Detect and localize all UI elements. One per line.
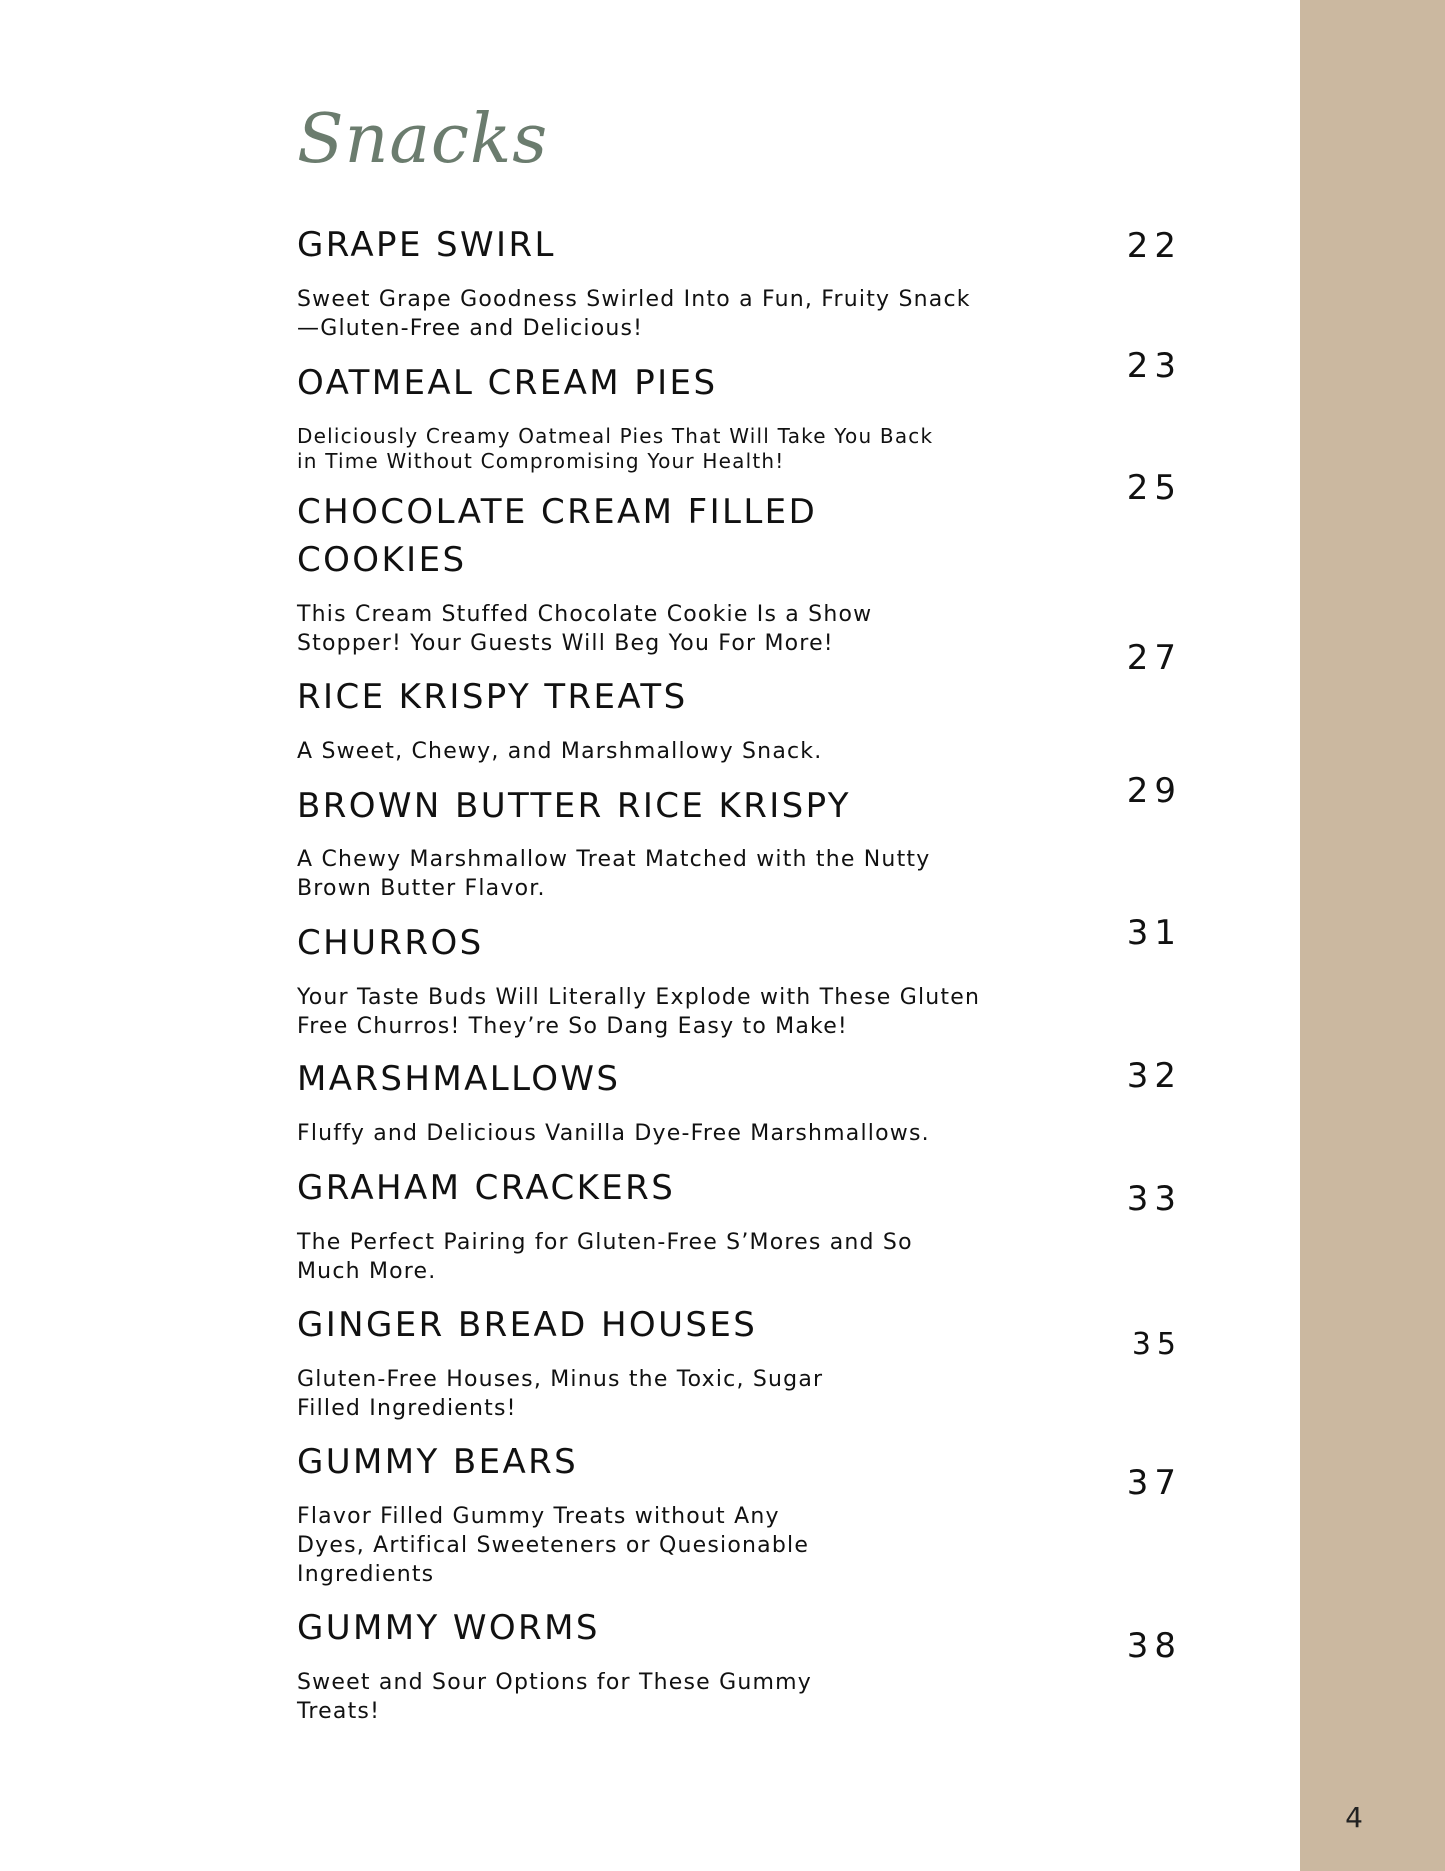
entry-description-rice-krispy-treats (297, 737, 822, 766)
entry-page-chocolate-cream-filled-cookies: 25 (1126, 468, 1182, 508)
entry-description-chocolate-cream-filled-cookies (297, 600, 872, 658)
description-line: in Time Without Compromising Your Health! (297, 449, 785, 473)
description-line: Sweet Grape Goodness Swirled Into a Fun, Fruity Snack (297, 287, 971, 312)
entry-description-gummy-worms (297, 1668, 812, 1726)
description-line: Stopper! Your Guests Will Beg You For More! (297, 631, 834, 656)
section-title: Snacks (297, 100, 549, 179)
entry-description-grape-swirl (297, 285, 971, 343)
entry-page-marshmallows: 32 (1126, 1056, 1182, 1096)
entry-page-churros: 31 (1126, 913, 1182, 953)
entry-page-gummy-bears: 37 (1126, 1463, 1182, 1503)
entry-page-rice-krispy-treats: 27 (1126, 638, 1182, 678)
description-line: Deliciously Creamy Oatmeal Pies That Will Take You Back (297, 424, 934, 448)
entry-page-graham-crackers: 33 (1126, 1179, 1182, 1219)
description-line: Fluffy and Delicious Vanilla Dye-Free Marshmallows. (297, 1121, 930, 1146)
description-line: Treats! (297, 1699, 381, 1724)
entry-title-gummy-bears: GUMMY BEARS (297, 1442, 579, 1482)
entry-title-ginger-bread-houses: GINGER BREAD HOUSES (297, 1305, 758, 1345)
entry-title-chocolate-cream-filled-cookies (297, 488, 917, 584)
description-line: Your Taste Buds Will Literally Explode with These Gluten (297, 985, 981, 1010)
description-line: Brown Butter Flavor. (297, 876, 546, 901)
entry-description-brown-butter-rice-krispy (297, 845, 930, 903)
entry-title-rice-krispy-treats: RICE KRISPY TREATS (297, 677, 688, 717)
entry-description-graham-crackers (297, 1228, 913, 1286)
title-line: COOKIES (297, 540, 467, 580)
page-number: 4 (1345, 1801, 1363, 1834)
description-line: Ingredients (297, 1562, 435, 1587)
entry-page-brown-butter-rice-krispy: 29 (1126, 771, 1182, 811)
title-line: CHOCOLATE CREAM FILLED (297, 492, 818, 532)
description-line: The Perfect Pairing for Gluten-Free S’Mores and So (297, 1230, 913, 1255)
description-line: Dyes, Artifical Sweeteners or Quesionable (297, 1533, 810, 1558)
entry-description-ginger-bread-houses (297, 1365, 823, 1423)
entry-page-ginger-bread-houses: 35 (1131, 1327, 1182, 1362)
entry-description-churros (297, 983, 980, 1041)
description-line: This Cream Stuffed Chocolate Cookie Is a Show (297, 602, 873, 627)
entry-page-grape-swirl: 22 (1126, 226, 1182, 266)
description-line: Filled Ingredients! (297, 1396, 517, 1421)
description-line: A Chewy Marshmallow Treat Matched with the Nutty (297, 847, 931, 872)
description-line: Much More. (297, 1259, 437, 1284)
entry-description-gummy-bears (297, 1502, 809, 1589)
entry-page-gummy-worms: 38 (1126, 1626, 1182, 1666)
description-line: Flavor Filled Gummy Treats without Any (297, 1504, 780, 1529)
description-line: —Gluten-Free and Delicious! (297, 316, 644, 341)
description-line: Gluten-Free Houses, Minus the Toxic, Sugar (297, 1367, 824, 1392)
description-line: A Sweet, Chewy, and Marshmallowy Snack. (297, 739, 823, 764)
entry-title-churros: CHURROS (297, 923, 484, 963)
description-line: Free Churros! They’re So Dang Easy to Make! (297, 1014, 848, 1039)
entry-description-marshmallows (297, 1119, 930, 1148)
entry-description-oatmeal-cream-pies (297, 424, 933, 474)
entry-title-grape-swirl: GRAPE SWIRL (297, 225, 556, 265)
entry-title-gummy-worms: GUMMY WORMS (297, 1608, 600, 1648)
entry-title-brown-butter-rice-krispy: BROWN BUTTER RICE KRISPY (297, 786, 851, 826)
description-line: Sweet and Sour Options for These Gummy (297, 1670, 812, 1695)
entry-page-oatmeal-cream-pies: 23 (1126, 346, 1182, 386)
entry-title-marshmallows: MARSHMALLOWS (297, 1059, 621, 1099)
entry-title-oatmeal-cream-pies: OATMEAL CREAM PIES (297, 363, 718, 403)
entry-title-graham-crackers: GRAHAM CRACKERS (297, 1168, 676, 1208)
side-color-band (1300, 0, 1445, 1871)
